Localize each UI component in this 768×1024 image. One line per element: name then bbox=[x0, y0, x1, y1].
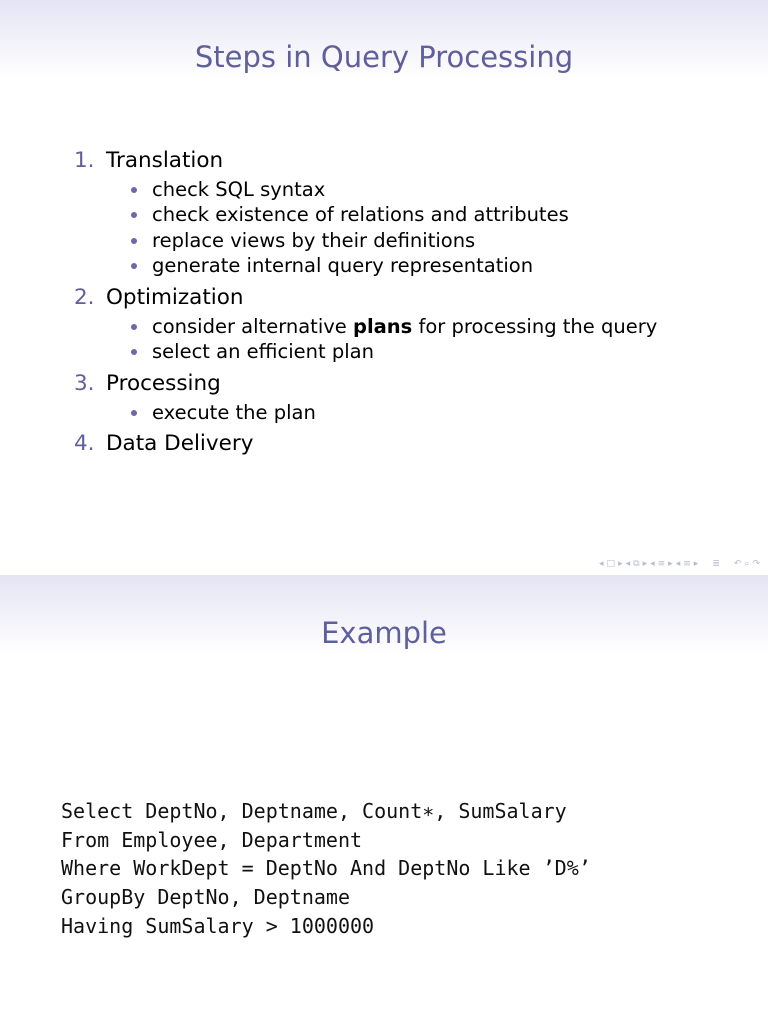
nav-arrow-right-icon[interactable]: ▸ bbox=[668, 559, 673, 569]
item-text-after: for processing the query bbox=[412, 315, 658, 339]
nav-align-icon[interactable]: ≣ bbox=[712, 559, 720, 569]
nav-arrow-left-icon[interactable]: ◂ bbox=[675, 559, 681, 569]
step-label: Optimization bbox=[106, 285, 244, 311]
nav-back-icon[interactable]: ↶ bbox=[733, 559, 742, 569]
list-item: generate internal query representation bbox=[152, 253, 744, 278]
nav-arrow-left-icon[interactable]: ◂ bbox=[599, 559, 604, 569]
code-line: GroupBy DeptNo, Deptname bbox=[61, 885, 350, 910]
step-label: Translation bbox=[106, 148, 224, 173]
code-line: Having SumSalary > 1000000 bbox=[61, 913, 375, 938]
nav-search-icon[interactable]: ⌕ bbox=[744, 559, 750, 569]
code-line: From Employee, Department bbox=[61, 827, 363, 852]
nav-arrow-right-icon[interactable]: ▸ bbox=[618, 559, 623, 569]
sub-list bbox=[74, 314, 744, 365]
nav-subsection-icon[interactable]: ⧉ bbox=[633, 559, 640, 569]
step-number: 1. bbox=[74, 148, 95, 173]
steps-list bbox=[74, 145, 744, 460]
step-label: Data Delivery bbox=[106, 431, 254, 457]
code-line: Select DeptNo, Deptname, Count∗, SumSalary bbox=[61, 799, 567, 823]
nav-frame-icon[interactable]: □ bbox=[606, 559, 616, 569]
list-item: select an efficient plan bbox=[152, 339, 744, 364]
step-data-delivery bbox=[74, 428, 744, 460]
nav-arrow-right-icon[interactable]: ▸ bbox=[642, 559, 648, 569]
list-item: execute the plan bbox=[152, 400, 744, 425]
slide-title: Example bbox=[321, 616, 447, 650]
slide-example bbox=[0, 575, 768, 1024]
slide-title: Steps in Query Processing bbox=[194, 40, 574, 74]
step-optimization bbox=[74, 282, 744, 365]
nav-arrow-right-icon[interactable]: ▸ bbox=[693, 559, 699, 569]
sub-list bbox=[74, 177, 744, 278]
step-number: 4. bbox=[74, 431, 95, 457]
step-label: Processing bbox=[106, 370, 221, 396]
nav-arrow-left-icon[interactable]: ◂ bbox=[650, 559, 655, 569]
nav-arrow-left-icon[interactable]: ◂ bbox=[625, 559, 631, 569]
list-item: check existence of relations and attributes bbox=[152, 202, 744, 227]
nav-outline-icon[interactable]: ≡ bbox=[683, 559, 691, 569]
list-item: replace views by their definitions bbox=[152, 228, 744, 253]
emphasis-plans: plans bbox=[352, 315, 413, 339]
item-text-before: consider alternative bbox=[152, 315, 353, 339]
sub-list bbox=[74, 400, 744, 425]
step-translation bbox=[74, 145, 744, 278]
list-item: check SQL syntax bbox=[152, 177, 744, 202]
nav-forward-icon[interactable]: ↷ bbox=[752, 559, 760, 569]
step-number: 2. bbox=[74, 285, 95, 311]
code-line: Where WorkDept = DeptNo And DeptNo Like ’D%’ bbox=[61, 856, 591, 881]
sql-code-block bbox=[61, 797, 591, 940]
step-number: 3. bbox=[74, 370, 95, 396]
list-item bbox=[152, 314, 744, 339]
nav-section-icon[interactable]: ≡ bbox=[657, 559, 666, 569]
step-processing bbox=[74, 368, 744, 425]
navigation-bar bbox=[599, 557, 760, 571]
